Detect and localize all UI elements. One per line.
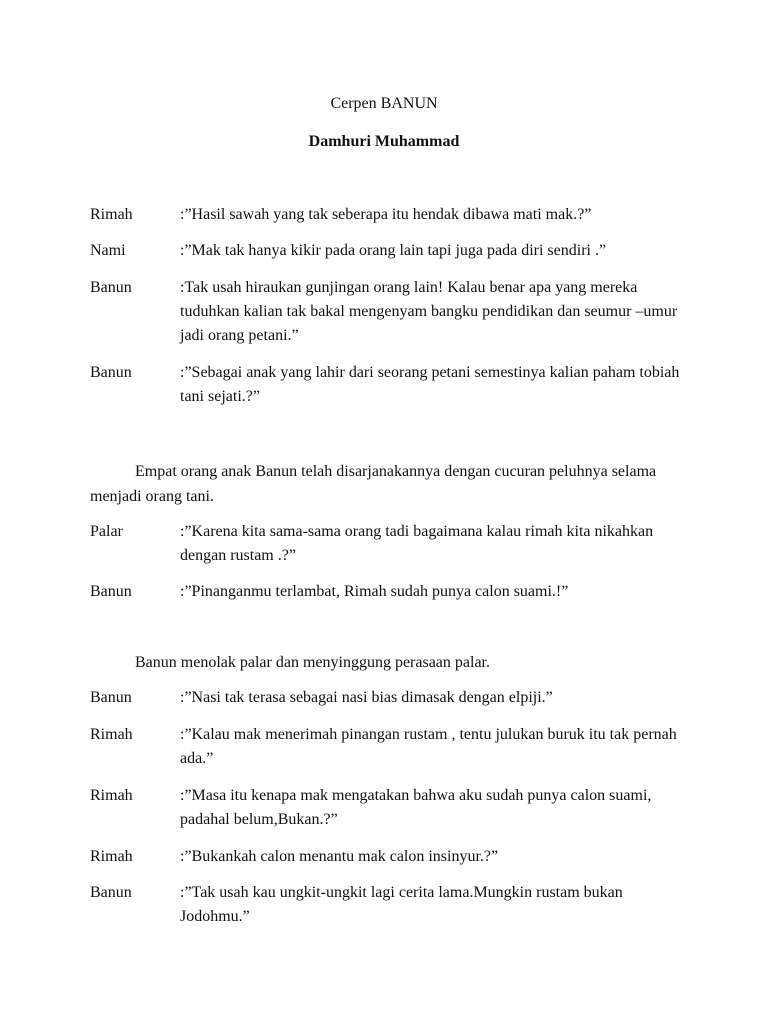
speaker-name: Rimah [90,787,133,804]
speaker-name: Rimah [90,848,133,865]
speaker-name: Rimah [90,206,133,223]
speaker-name: Nami [90,242,126,259]
dialogue-text: :”Nasi tak terasa sebagai nasi bias dimasak dengan elpiji.” [180,689,553,706]
speaker-name: Banun [90,689,132,706]
speaker-name: Banun [90,583,132,600]
story-title: Cerpen BANUN [330,95,438,112]
dialogue-text: :”Mak tak hanya kikir pada orang lain tapi juga pada diri sendiri .” [180,242,607,259]
author-name: Damhuri Muhammad [308,133,460,150]
dialogue-text: :”Karena kita sama-sama orang tadi bagaimana kalau rimah kita nikahkan dengan rustam .?” [180,523,654,564]
dialogue-text: :”Pinanganmu terlambat, Rimah sudah punya calon suami.!” [180,583,569,600]
dialogue-text: :”Tak usah kau ungkit-ungkit lagi cerita lama.Mungkin rustam bukan Jodohmu.” [180,884,623,925]
dialogue-text: :”Sebagai anak yang lahir dari seorang petani semestinya kalian paham tobiah tani sejati.?” [180,364,680,405]
dialogue-text: :”Bukankah calon menantu mak calon insinyur.?” [180,848,499,865]
speaker-name: Rimah [90,726,133,743]
dialogue-text: :”Masa itu kenapa mak mengatakan bahwa aku sudah punya calon suami, padahal belum,Bukan.?” [180,787,652,828]
speaker-name: Palar [90,523,123,540]
speaker-name: Banun [90,279,132,296]
speaker-name: Banun [90,364,132,381]
speaker-name: Banun [90,884,132,901]
dialogue-text: :Tak usah hiraukan gunjingan orang lain! Kalau benar apa yang mereka tuduhkan kalian tak bakal mengenyam bangku pendidikan dan seumur –umur jadi orang petani.” [180,279,678,344]
dialogue-text: :”Kalau mak menerimah pinangan rustam , tentu julukan buruk itu tak pernah ada.” [180,726,677,767]
dialogue-text: :”Hasil sawah yang tak seberapa itu hendak dibawa mati mak.?” [180,206,592,223]
narration-paragraph: Banun menolak palar dan menyinggung perasaan palar. [135,654,490,671]
narration-paragraph: Empat orang anak Banun telah disarjanakannya dengan cucuran peluhnya selama menjadi orang tani. [90,463,657,505]
